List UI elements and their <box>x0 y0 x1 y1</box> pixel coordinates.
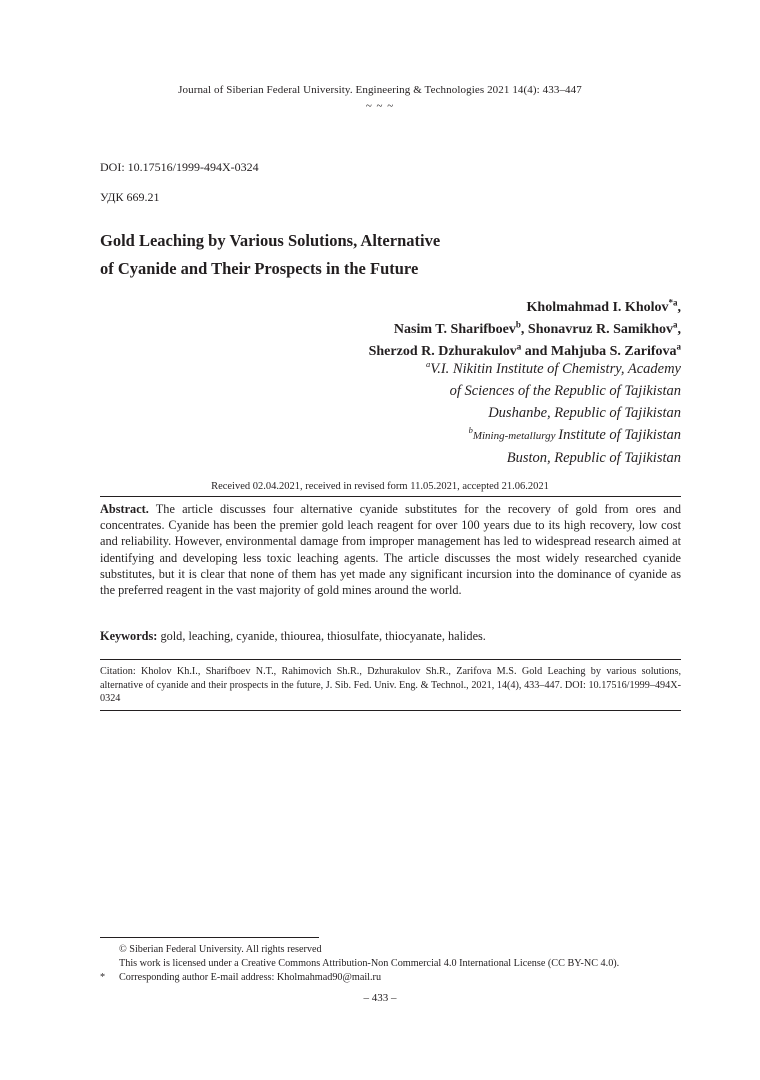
keywords-label: Keywords: <box>100 629 158 643</box>
affiliation-a-line-2: of Sciences of the Republic of Tajikistan <box>449 383 681 399</box>
footnote-license <box>100 957 700 970</box>
author-line-2 <box>369 319 681 341</box>
copyright-text: © Siberian Federal University. All rights reserved <box>119 944 322 955</box>
divider <box>100 496 681 497</box>
title-line-1: Gold Leaching by Various Solutions, Alternative <box>100 231 441 250</box>
author-line-1 <box>369 297 681 319</box>
author-affiliation-mark: *a <box>668 297 678 308</box>
footnote-divider <box>100 937 319 938</box>
license-text: This work is licensed under a Creative Commons Attribution-Non Commercial 4.0 International License (CC BY-NC 4.0). <box>119 958 620 969</box>
affiliation-text: V.I. Nikitin Institute of Chemistry, Academy <box>430 361 681 377</box>
author-list <box>369 297 681 363</box>
received-dates: Received 02.04.2021, received in revised form 11.05.2021, accepted 21.06.2021 <box>211 481 549 492</box>
affiliation-small-text: Mining-metallurgy <box>472 430 559 442</box>
page-number: – 433 – <box>363 992 397 1004</box>
keywords <box>100 629 681 644</box>
title-line-2: of Cyanide and Their Prospects in the Future <box>100 259 419 278</box>
author-name: Nasim T. Sharifboev <box>393 322 516 337</box>
author-name: Sherzod R. Dzhurakulov <box>368 344 517 359</box>
author-separator: and <box>521 344 551 359</box>
journal-header: Journal of Siberian Federal University. Engineering & Technologies 2021 14(4): 433–447 <box>178 84 582 96</box>
author-separator: , <box>677 300 681 315</box>
abstract <box>100 501 681 598</box>
header-ornament: ~ ~ ~ <box>365 100 395 112</box>
affiliation-b-line-2: Buston, Republic of Tajikistan <box>506 450 681 466</box>
divider <box>100 659 681 660</box>
author-affiliation-mark: a <box>676 341 681 352</box>
affiliations <box>426 358 681 469</box>
footnote-star: * <box>100 972 106 983</box>
udk-code: УДК 669.21 <box>100 190 160 204</box>
author-name: Shonavruz R. Samikhov <box>527 322 673 337</box>
abstract-label: Abstract. <box>100 502 149 516</box>
affiliation-a-line-3: Dushanbe, Republic of Tajikistan <box>488 405 681 421</box>
author-affiliation-mark: a <box>516 341 522 352</box>
doi: DOI: 10.17516/1999-494X-0324 <box>100 160 259 174</box>
divider <box>100 710 681 711</box>
corresponding-text: Corresponding author E-mail address: Kholmahmad90@mail.ru <box>119 972 382 983</box>
footnote-corresponding <box>100 971 700 984</box>
author-affiliation-mark: b <box>515 319 521 330</box>
affiliation-b-line-1 <box>426 424 681 447</box>
author-name: Kholmahmad I. Kholov <box>526 300 669 315</box>
keywords-text: gold, leaching, cyanide, thiourea, thiosulfate, thiocyanate, halides. <box>157 629 486 643</box>
affiliation-a-line-1 <box>426 358 681 380</box>
author-separator: , <box>677 322 681 337</box>
abstract-text: The article discusses four alternative cyanide substitutes for the recovery of gold from ores and concentrates. Cyanide has been the premier gold leach reagent for over 100 years due to its high recovery, low cost and reliability. However, environmental damage from improper management has led to widespread research aimed at identifying and developing less toxic leaching agents. The article discusses the most widely researched cyanide substitutes, but it is clear that none of them has yet made any significant incursion into the dominance of cyanide as the preferred reagent in the vast majority of gold mines around the world. <box>100 502 681 598</box>
author-name: Mahjuba S. Zarifova <box>550 344 677 359</box>
citation: Citation: Kholov Kh.I., Sharifboev N.T., Rahimovich Sh.R., Dzhurakulov Sh.R., Zarifova M.S. Gold Leaching by various solutions, alternative of cyanide and their prospects in the future, J. Sib. Fed. Univ. Eng. & Technol., 2021, 14(4), 433–447. DOI: 10.17516/1999–494X-0324 <box>100 666 681 704</box>
affiliation-mark: a <box>425 359 431 370</box>
affiliation-text: Institute of Tajikistan <box>558 427 681 443</box>
author-separator: , <box>520 322 528 337</box>
footnote-copyright <box>100 943 700 956</box>
author-affiliation-mark: a <box>673 319 678 330</box>
affiliation-mark: b <box>468 425 473 436</box>
article-title <box>100 227 440 283</box>
